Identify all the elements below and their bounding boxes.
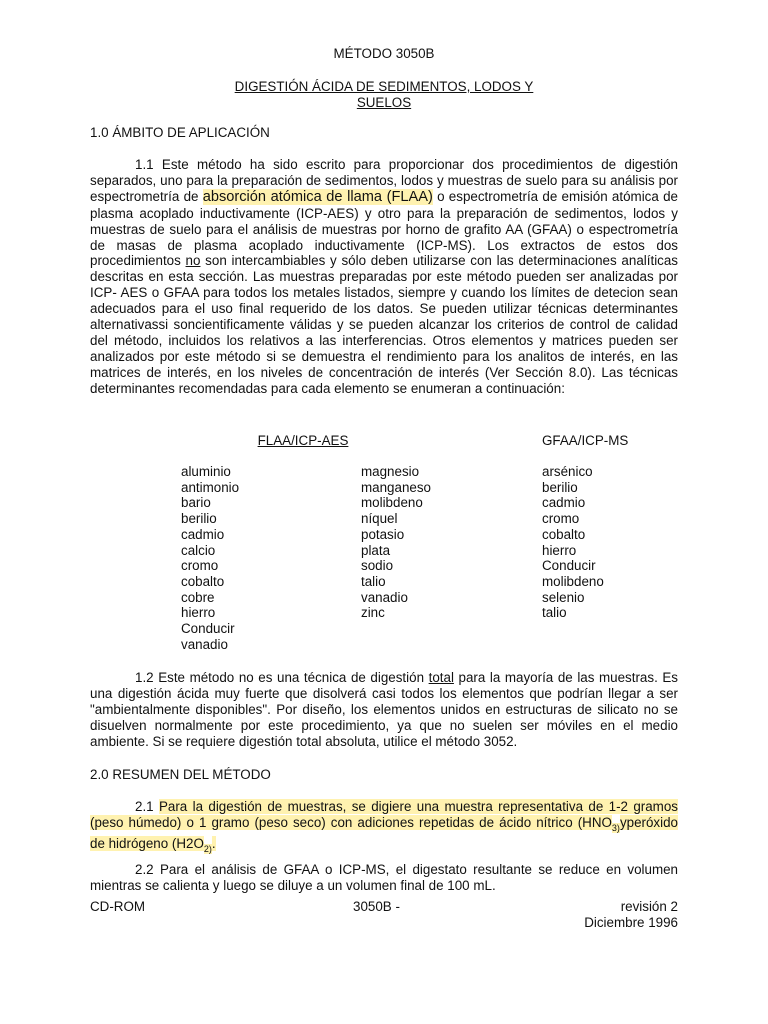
subtitle-line-2: SUELOS	[356, 95, 412, 110]
element-list-item: aluminio	[181, 464, 231, 479]
footer-revision: revisión 2	[620, 899, 678, 914]
element-list-item: cromo	[181, 558, 219, 574]
p12-total: total	[428, 670, 454, 685]
section-2-heading: 2.0 RESUMEN DEL MÉTODO	[90, 767, 271, 782]
element-column-3	[542, 464, 604, 621]
element-list-item: zinc	[361, 605, 385, 621]
element-list-item: cromo	[542, 511, 580, 527]
element-list-item: cobre	[181, 589, 215, 605]
subtitle-line-1: DIGESTIÓN ÁCIDA DE SEDIMENTOS, LODOS Y	[234, 79, 534, 94]
footer-center: 3050B -	[353, 899, 400, 914]
element-list-item: magnesio	[361, 464, 420, 479]
element-list-item: hierro	[181, 605, 216, 621]
paragraph-2-2: 2.2 Para el análisis de GFAA o ICP-MS, el digestato resultante se reduce en volumen mientras se calienta y luego se diluye a un volumen final de 100 mL.	[90, 862, 678, 893]
element-list-item: vanadio	[361, 589, 408, 605]
p11-highlight: absorción atómica de llama (FLAA)	[202, 188, 433, 205]
section-1-heading: 1.0 ÁMBITO DE APLICACIÓN	[90, 125, 270, 140]
paragraph-1-2	[90, 670, 678, 750]
footer-date: Diciembre 1996	[584, 915, 678, 930]
element-list-item: potasio	[361, 526, 405, 542]
element-list-item: cobalto	[542, 526, 586, 542]
p21-highlight-a: Para la digestión de muestras, se digiere una muestra representativa de 1-2 gramos (peso húmedo) o 1 gramo (peso seco) con adiciones repetidas de ácido nítrico (HNO	[90, 799, 678, 830]
p21-highlight-c: .	[211, 836, 216, 852]
p11-text-b: o espectrometría de emisión atómica de plasma acoplado inductivamente (ICP-AES) y otro para la preparación de sedimentos, lodos y muestras de suelo para el análisis de muestras por horno de grafito AA (GFAA) o espectrometría de masas de plasma acoplado inductivamente (ICP-MS). Los extractos de estos dos procedimientos	[90, 188, 678, 269]
element-list-item: molibdeno	[542, 573, 604, 589]
element-list-item: arsénico	[542, 464, 593, 479]
element-column-2	[361, 464, 431, 621]
element-list-item: calcio	[181, 542, 216, 558]
element-list-item: vanadio	[181, 636, 228, 652]
element-list-item: cadmio	[542, 495, 586, 511]
p11-no: no	[185, 253, 201, 269]
method-title: MÉTODO 3050B	[333, 46, 435, 61]
element-list-item: berilio	[542, 479, 578, 495]
table-head-flaa: FLAA/ICP-AES	[257, 433, 349, 448]
element-list-item: hierro	[542, 542, 577, 558]
element-list-item: berilio	[181, 511, 217, 527]
element-list-item: selenio	[542, 589, 585, 605]
p21-sub-2: 2)	[203, 844, 212, 855]
p12-text-b: para la mayoría de las muestras. Es una digestión ácida muy fuerte que disolverá casi todos los elementos que podrían llegar a ser "ambientalmente disponibles". Por diseño, los elementos unidos en estructuras de silicato no se disuelven normalmente por este procedimiento, ya que no suelen ser móviles en el medio ambiente. Si se requiere digestión total absoluta, utilice el método 3052.	[90, 670, 679, 749]
element-list-item: plata	[361, 542, 391, 558]
p21-num: 2.1	[135, 799, 159, 814]
element-list-item: Conducir	[181, 621, 235, 637]
element-list-item: bario	[181, 495, 211, 511]
table-head-gfaa: GFAA/ICP-MS	[542, 433, 629, 448]
element-column-1	[181, 464, 239, 652]
footer-left: CD-ROM	[90, 899, 146, 914]
element-list-item: cobalto	[181, 573, 225, 589]
element-list-item: molibdeno	[361, 495, 423, 511]
element-list-item: cadmio	[181, 526, 225, 542]
paragraph-2-1	[90, 799, 678, 858]
element-list-item: Conducir	[542, 558, 596, 574]
p21-sub-1: 3)	[611, 822, 620, 833]
element-list-item: sodio	[361, 558, 394, 574]
element-list-item: talio	[542, 605, 567, 621]
p11-text-a: 1.1 Este método ha sido escrito para proporcionar dos procedimientos de digestión separados, uno para la preparación de sedimentos, lodos y muestras de suelo para su análisis por espectrometría de	[90, 157, 678, 204]
element-list-item: manganeso	[361, 479, 431, 495]
p11-text-c: son intercambiables y sólo deben utilizarse con las determinaciones analíticas descritas en esta sección. Las muestras preparadas por este método pueden ser analizadas por ICP- AES o GFAA para todos los metales listados, siempre y cuando los límites de detecion sean adecuados para el uso final requerido de los datos. Se pueden utilizar técnicas determinantes alternativassi soncientificamente válidas y se pueden alcanzar los criterios de control de calidad del método, incluidos los relativos a las interferencias. Otros elementos y matrices pueden ser analizados por este método si se demuestra el rendimiento para los analitos de interés, en las matrices de interés, en los niveles de concentración de interés (Ver Sección 8.0). Las técnicas determinantes recomendadas para cada elemento se enumeran a continuación:	[90, 253, 679, 396]
paragraph-1-1	[90, 157, 678, 397]
element-list-item: níquel	[361, 511, 398, 527]
p21-highlight-b: yperóxido de hidrógeno (H2O	[90, 814, 678, 852]
p12-text-a: 1.2 Este método no es una técnica de digestión	[135, 670, 429, 685]
element-list-item: antimonio	[181, 479, 240, 495]
element-list-item: talio	[361, 573, 386, 589]
